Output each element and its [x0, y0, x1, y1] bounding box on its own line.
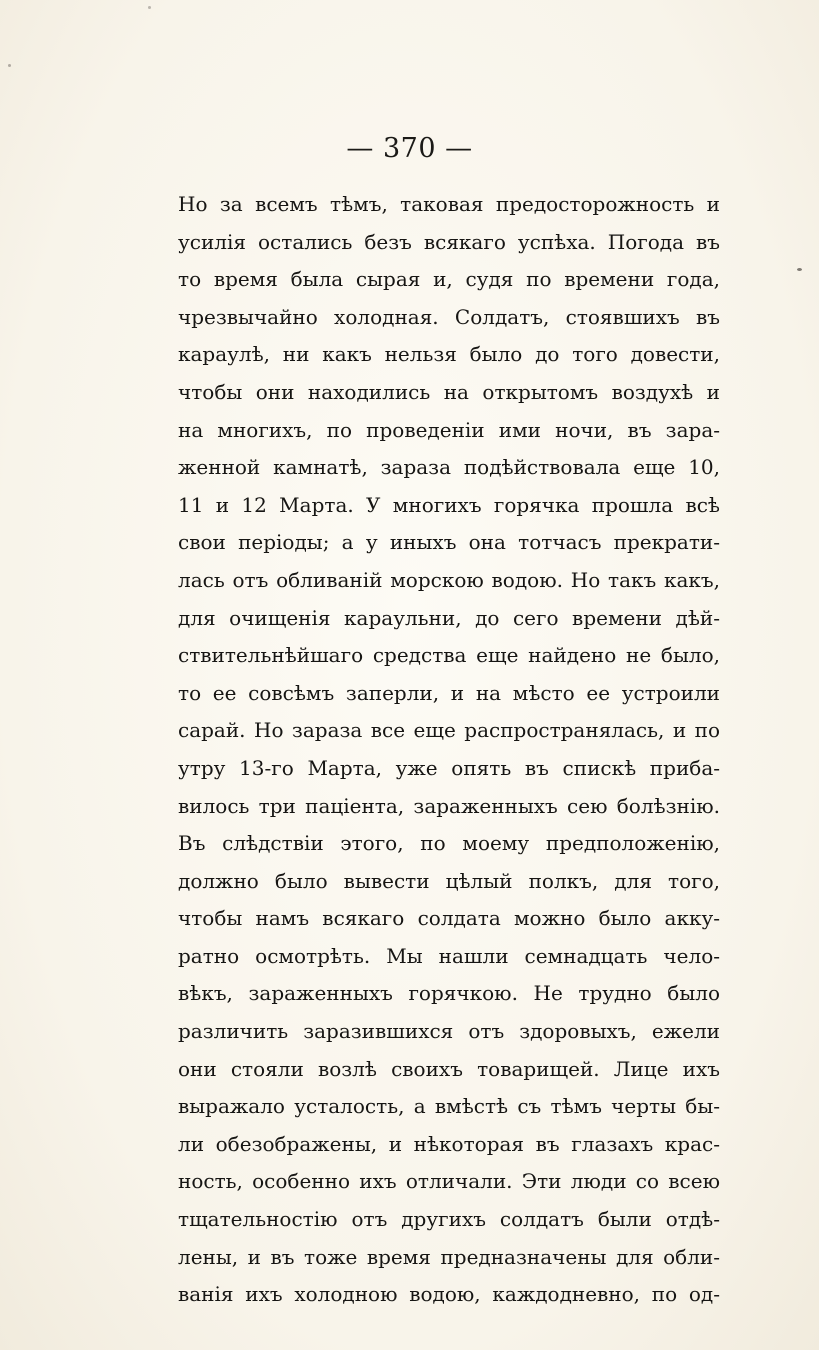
text-line: для очищенія караульни, до сего времени дѣй-	[178, 605, 720, 630]
text-line: лась отъ обливаній морскою водою. Но такъ какъ,	[178, 567, 720, 592]
text-line: ванія ихъ холодною водою, каждодневно, по од-	[178, 1282, 720, 1307]
text-line: свои періоды; а у иныхъ она тотчасъ прекрати-	[178, 530, 720, 555]
text-line: на многихъ, по проведеніи ими ночи, въ зара-	[178, 417, 720, 442]
text-line: вѣкъ, зараженныхъ горячкою. Не трудно было	[178, 981, 720, 1006]
text-line: 11 и 12 Марта. У многихъ горячка прошла всѣ	[178, 492, 720, 517]
ink-speck	[797, 268, 802, 271]
text-line: сарай. Но зараза все еще распространялась, и по	[178, 718, 720, 743]
text-line: выражало усталость, а вмѣстѣ съ тѣмъ черты бы-	[178, 1094, 720, 1119]
text-line: ность, особенно ихъ отличали. Эти люди со всею	[178, 1169, 720, 1194]
text-line: ратно осмотрѣть. Мы нашли семнадцать чело-	[178, 943, 720, 968]
text-line: чтобы они находились на открытомъ воздухѣ и	[178, 379, 720, 404]
text-line: лены, и въ тоже время предназначены для обли-	[178, 1244, 720, 1269]
text-line: чтобы намъ всякаго солдата можно было акку-	[178, 906, 720, 931]
text-line: утру 13-го Марта, уже опять въ спискѣ приба-	[178, 755, 720, 780]
page-number: — 370 —	[346, 133, 473, 164]
text-line: женной камнатѣ, зараза подѣйствовала еще 10,	[178, 455, 720, 480]
text-line: то время была сырая и, судя по времени года,	[178, 267, 720, 292]
text-line: чрезвычайно холодная. Солдатъ, стоявшихъ въ	[178, 304, 720, 329]
text-line: должно было вывести цѣлый полкъ, для того,	[178, 868, 720, 893]
text-line: караулѣ, ни какъ нельзя было до того довести,	[178, 342, 720, 367]
text-line: усилія остались безъ всякаго успѣха. Погода въ	[178, 229, 720, 254]
ink-speck	[148, 6, 151, 9]
text-line: ствительнѣйшаго средства еще найдено не было,	[178, 643, 720, 668]
text-line: они стояли возлѣ своихъ товарищей. Лице ихъ	[178, 1056, 720, 1081]
text-line: Но за всемъ тѣмъ, таковая предосторожность и	[178, 192, 720, 216]
text-line: тщательностію отъ другихъ солдатъ были отдѣ-	[178, 1207, 720, 1232]
text-line: вилось три паціента, зараженныхъ сею болѣзнію.	[178, 793, 720, 818]
text-line: то ее совсѣмъ заперли, и на мѣсто ее устроили	[178, 680, 720, 705]
text-line: различить заразившихся отъ здоровыхъ, ежели	[178, 1019, 720, 1044]
text-line: ли обезображены, и нѣкоторая въ глазахъ крас-	[178, 1131, 720, 1156]
text-line: Въ слѣдствіи этого, по моему предположенію,	[178, 831, 720, 856]
ink-speck	[8, 64, 11, 67]
body-text	[178, 186, 720, 1314]
